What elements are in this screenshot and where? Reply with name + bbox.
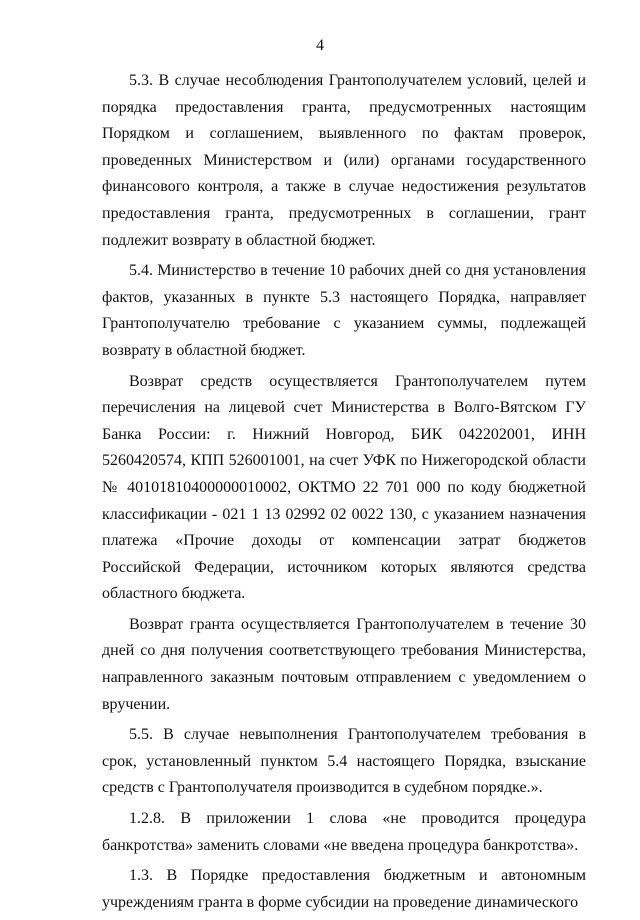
paragraph-1-3: 1.3. В Порядке предоставления бюджетным и автономным учреждениям гранта в форме субсидии на проведение динамического (102, 867, 586, 911)
document-body (102, 68, 586, 920)
paragraph-refund-details: Возврат средств осуществляется Грантополучателем путем перечисления на лицевой счет Министерства в Волго-Вятском ГУ Банка России: г. Нижний Новгород, БИК 042202001, ИНН 5260420574, КПП 526001001, на счет УФК по Нижегородской области № 40101810400000010002, ОКТМО 22 701 000 по коду бюджетной классификации - 021 1 13 02992 02 0022 130, с указанием назначения платежа «Прочие доходы от компенсации затрат бюджетов Российской Федерации, источником которых являются средства областного бюджета. (102, 372, 586, 603)
page-number: 4 (316, 37, 324, 54)
paragraph-refund-term: Возврат гранта осуществляется Грантополучателем в течение 30 дней со дня получения соответствующего требования Министерства, направленного заказным почтовым отправлением с уведомлением о вручении. (102, 615, 586, 713)
paragraph-5-4: 5.4. Министерство в течение 10 рабочих дней со дня установления фактов, указанных в пункте 5.3 настоящего Порядка, направляет Грантополучателю требование с указанием суммы, подлежащей возврату в областной бюджет. (102, 262, 586, 359)
paragraph-5-5: 5.5. В случае невыполнения Грантополучателем требования в срок, установленный пунктом 5.4 настоящего Порядка, взыскание средств с Грантополучателя производится в судебном порядке.». (102, 726, 586, 797)
paragraph-5-3: 5.3. В случае несоблюдения Грантополучателем условий, целей и порядка предоставления гранта, предусмотренных настоящим Порядком и соглашением, выявленного по фактам проверок, проведенных Министерством и (или) органами государственного финансового контроля, а также в случае недостижения результатов предоставления гранта, предусмотренных в соглашении, грант подлежит возврату в областной бюджет. (102, 72, 586, 249)
paragraph-1-2-8: 1.2.8. В приложении 1 слова «не проводится процедура банкротства» заменить словами «не введена процедура банкротства». (102, 810, 586, 854)
